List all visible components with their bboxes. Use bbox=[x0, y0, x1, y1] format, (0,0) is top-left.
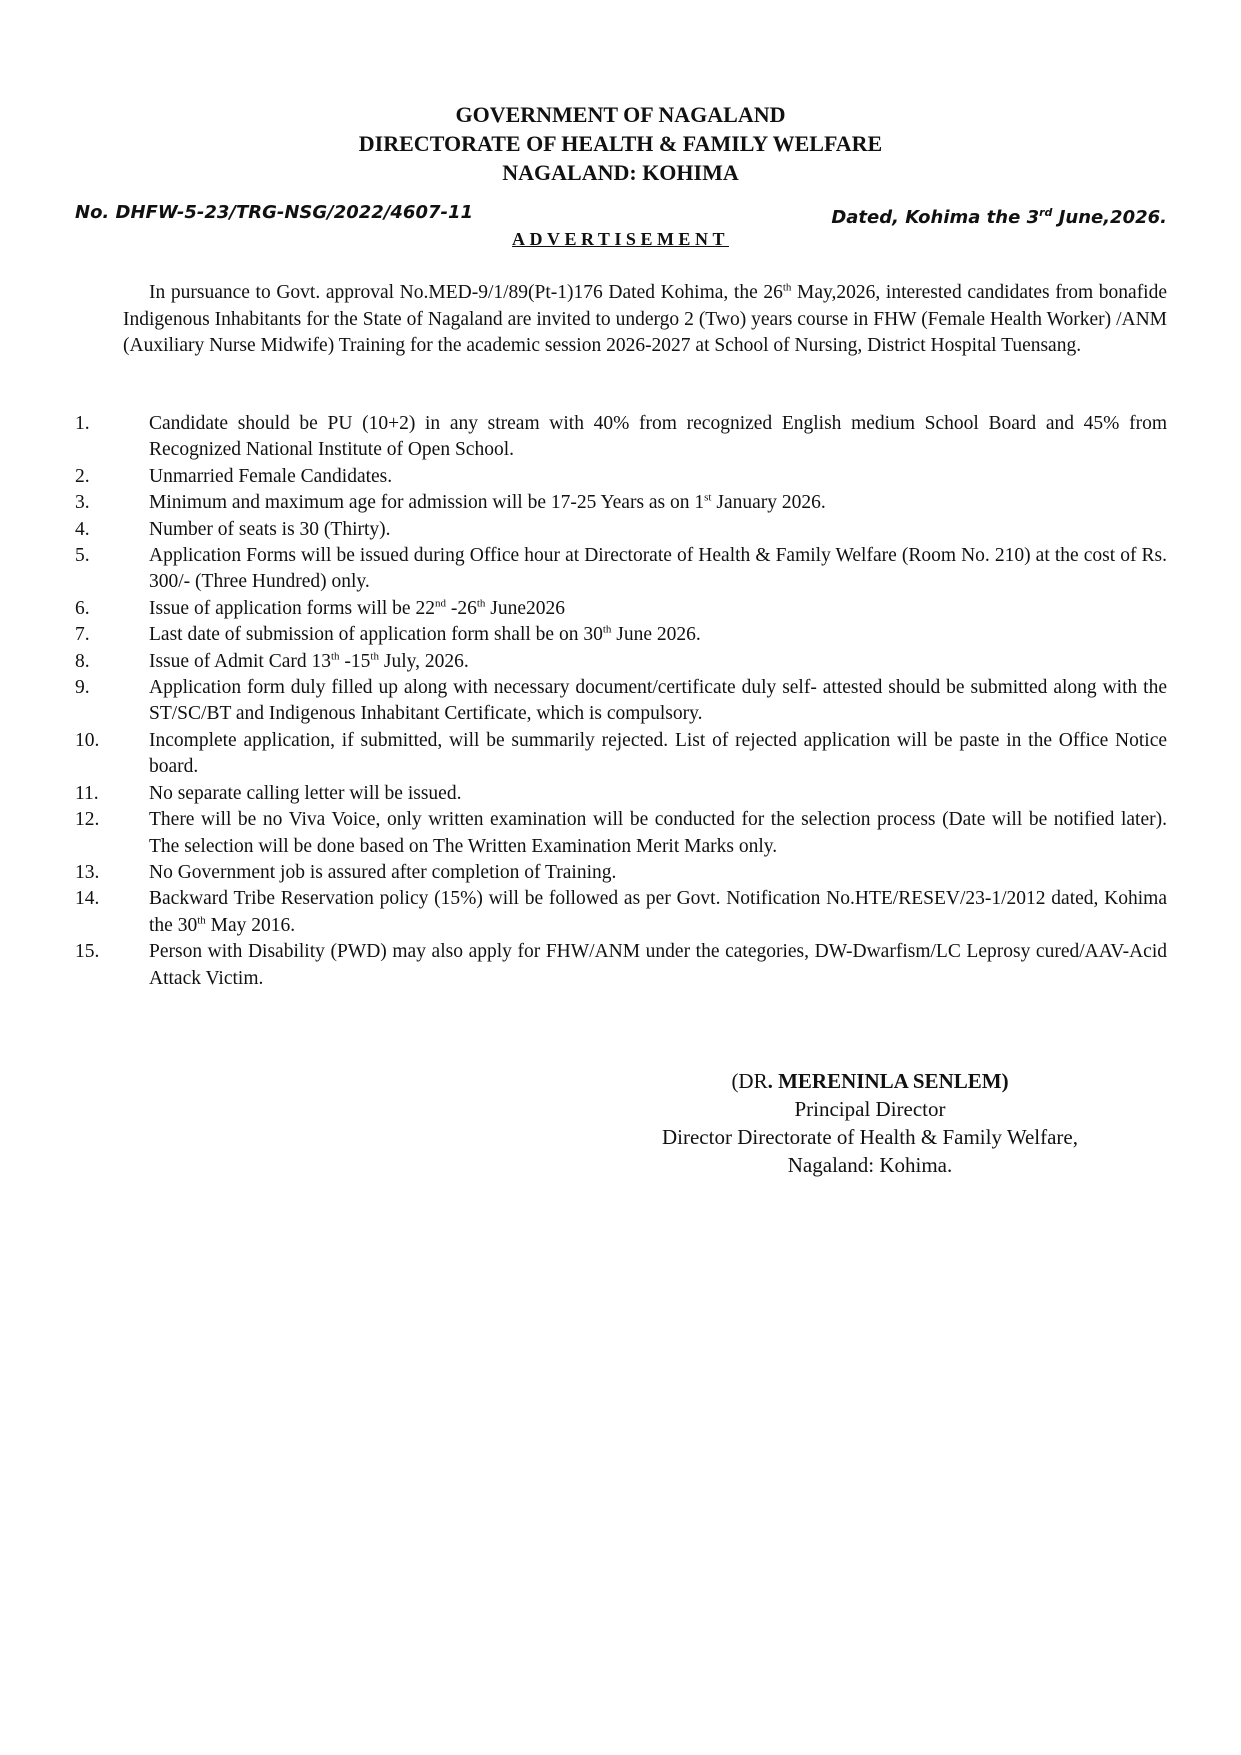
condition-number: 5. bbox=[75, 545, 90, 567]
condition-number: 4. bbox=[75, 518, 90, 540]
condition-text: th bbox=[330, 650, 340, 663]
condition-text: No Government job is assured after completion of Training. bbox=[149, 861, 617, 883]
condition-number: 15. bbox=[75, 941, 100, 963]
condition-number: 10. bbox=[75, 729, 100, 751]
condition-item bbox=[75, 464, 1167, 490]
condition-text: Issue of Admit Card 13 bbox=[149, 650, 331, 672]
condition-text: January 2026. bbox=[711, 492, 826, 514]
condition-item bbox=[75, 543, 1167, 596]
conditions-list bbox=[75, 411, 1167, 992]
condition-text: Candidate should be PU (10+2) in any stream with 40% from recognized English medium School Board and 45% from Recognized National Institute of Open School. bbox=[149, 413, 1167, 461]
condition-text: Application form duly filled up along with necessary document/certificate duly self- attested should be submitted along with the ST/SC/BT and Indigenous Inhabitant Certificate, which is compulsory. bbox=[149, 677, 1167, 725]
condition-text: Minimum and maximum age for admission will be 17-25 Years as on 1 bbox=[149, 492, 705, 514]
letterhead-directorate: DIRECTORATE OF HEALTH & FAMILY WELFARE bbox=[358, 131, 883, 156]
condition-number: 14. bbox=[75, 888, 100, 910]
condition-text: Incomplete application, if submitted, will be summarily rejected. List of rejected application will be paste in the Office Notice board. bbox=[149, 729, 1167, 778]
condition-text: June2026 bbox=[485, 597, 566, 619]
condition-number: 8. bbox=[75, 650, 90, 672]
condition-item bbox=[75, 596, 1167, 622]
condition-text: nd bbox=[434, 597, 446, 610]
condition-text: Person with Disability (PWD) may also apply for FHW/ANM under the categories, DW-Dwarfism/LC Leprosy cured/AAV-Acid Attack Victim. bbox=[149, 941, 1167, 989]
condition-item bbox=[75, 490, 1167, 516]
condition-item bbox=[75, 517, 1167, 543]
condition-number: 3. bbox=[75, 492, 90, 514]
condition-text: -26 bbox=[445, 597, 477, 619]
condition-number: 12. bbox=[75, 809, 100, 831]
condition-item bbox=[75, 860, 1167, 886]
signatory-office: Director Directorate of Health & Family Welfare, bbox=[661, 1125, 1078, 1149]
condition-text: th bbox=[370, 650, 379, 663]
condition-text: Application Forms will be issued during Office hour at Directorate of Health & Family Welfare (Room No. 210) at the cost of Rs. 300/- (Three Hundred) only. bbox=[149, 545, 1167, 593]
condition-text: There will be no Viva Voice, only written examination will be conducted for the selection process (Date will be notified later). The selection will be done based on The Written Examination Merit Marks only. bbox=[149, 809, 1167, 857]
condition-text: -15 bbox=[339, 650, 371, 672]
condition-item bbox=[75, 807, 1167, 860]
letterhead-government: GOVERNMENT OF NAGALAND bbox=[455, 102, 786, 127]
condition-text: Issue of application forms will be 22 bbox=[149, 597, 435, 619]
condition-text: Number of seats is 30 (Thirty). bbox=[149, 518, 391, 540]
condition-text: Backward Tribe Reservation policy (15%) will be followed as per Govt. Notification No.HTE/RESEV/23-1/2012 dated, Kohima the 30 bbox=[149, 888, 1167, 936]
condition-text: Unmarried Female Candidates. bbox=[149, 465, 393, 487]
signatory-place: Nagaland: Kohima. bbox=[787, 1153, 953, 1177]
signatory-name: (DR. MERENINLA SENLEM) bbox=[731, 1069, 1009, 1093]
condition-text: st bbox=[704, 491, 712, 504]
condition-item bbox=[75, 649, 1167, 675]
condition-text: July, 2026. bbox=[378, 650, 469, 672]
reference-number: No. DHFW-5-23/TRG-NSG/2022/4607-11 bbox=[75, 202, 474, 223]
condition-text: th bbox=[197, 914, 206, 927]
condition-text: th bbox=[602, 623, 612, 636]
condition-number: 6. bbox=[75, 597, 90, 619]
condition-text: Last date of submission of application form shall be on 30 bbox=[149, 624, 603, 646]
condition-text: th bbox=[476, 597, 486, 610]
condition-item bbox=[75, 939, 1167, 992]
condition-item bbox=[75, 622, 1167, 648]
condition-item bbox=[75, 675, 1167, 728]
condition-number: 2. bbox=[75, 465, 90, 487]
condition-number: 7. bbox=[75, 624, 90, 646]
signatory-designation: Principal Director bbox=[794, 1097, 946, 1121]
signature-block bbox=[590, 1067, 1150, 1179]
condition-item bbox=[75, 411, 1167, 464]
condition-item bbox=[75, 886, 1167, 939]
condition-number: 13. bbox=[75, 861, 100, 883]
letterhead-location: NAGALAND: KOHIMA bbox=[502, 160, 739, 185]
advertisement-title: ADVERTISEMENT bbox=[512, 229, 729, 249]
reference-date: Dated, Kohima the 3rd June,2026. bbox=[831, 206, 1167, 228]
condition-number: 9. bbox=[75, 677, 90, 699]
condition-text: June 2026. bbox=[611, 624, 701, 646]
condition-text: No separate calling letter will be issued. bbox=[149, 782, 462, 804]
condition-number: 1. bbox=[75, 413, 90, 434]
letterhead bbox=[0, 100, 1241, 187]
intro-paragraph: In pursuance to Govt. approval No.MED-9/1/89(Pt-1)176 Dated Kohima, the 26th May,2026, interested candidates from bonafide Indigenous Inhabitants for the State of Nagaland are invited to undergo 2 (Two) years course in FHW (Female Health Worker) /ANM (Auxiliary Nurse Midwife) Training for the academic session 2026-2027 at School of Nursing, District Hospital Tuensang. bbox=[123, 281, 1168, 356]
condition-text: May 2016. bbox=[205, 914, 296, 936]
condition-item bbox=[75, 728, 1167, 781]
condition-number: 11. bbox=[75, 782, 99, 804]
condition-item bbox=[75, 781, 1167, 807]
